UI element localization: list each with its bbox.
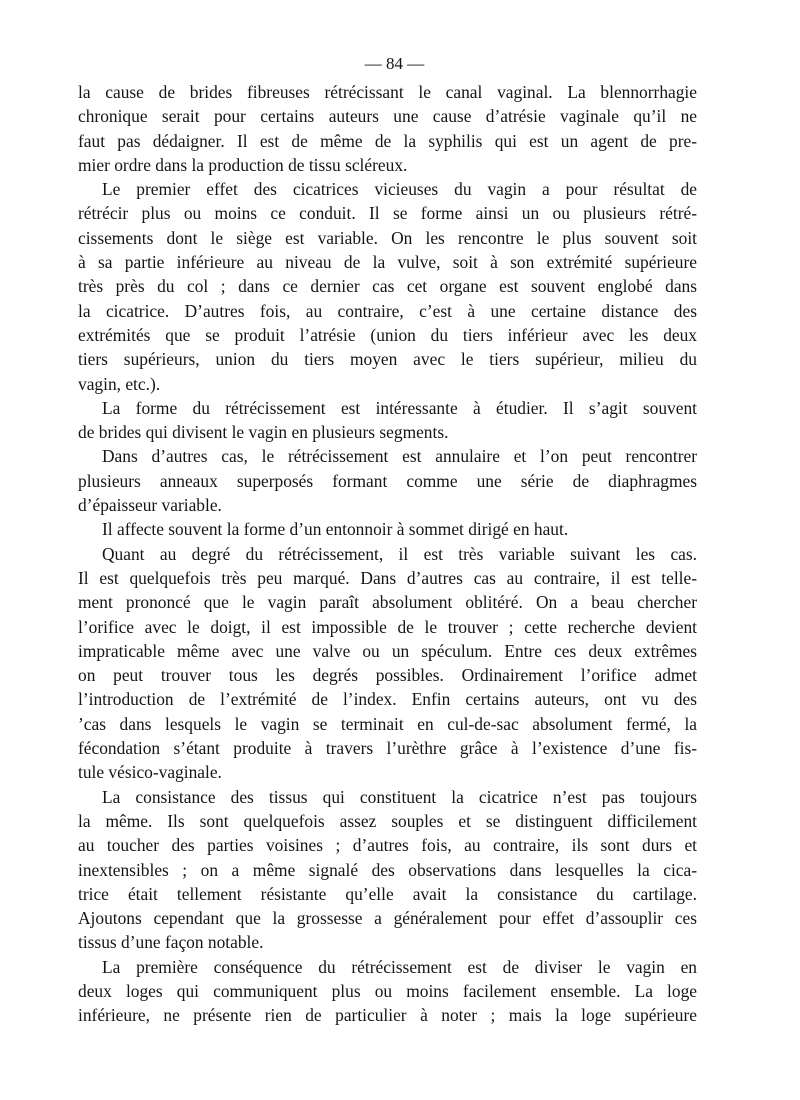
text-line: faut pas dédaigner. Il est de même de la syphilis qui est un agent de pre- (78, 130, 697, 151)
text-line: très près du col ; dans ce dernier cas cet organe est souvent englobé dans (78, 276, 697, 297)
text-line: mier ordre dans la production de tissu scléreux. (78, 154, 408, 175)
paragraph (78, 542, 697, 785)
text-line: Ajoutons cependant que la grossesse a généralement pour effet d’assouplir ces (78, 908, 697, 929)
paragraph (78, 444, 697, 517)
text-line: extrémités que se produit l’atrésie (union du tiers inférieur avec les deux (78, 324, 697, 345)
text-line: vagin, etc.). (78, 373, 161, 394)
paragraph (78, 396, 697, 445)
text-line: l’introduction de l’extrémité de l’index. Enfin certains auteurs, ont vu des (78, 689, 697, 710)
text-line: tissus d’une façon notable. (78, 932, 264, 953)
text-line: ment prononcé que le vagin paraît absolument oblitéré. On a beau chercher (78, 592, 697, 613)
text-line: tule vésico-vaginale. (78, 762, 222, 783)
paragraph (78, 785, 697, 955)
page-number: — 84 — (364, 54, 425, 73)
text-line: Dans d’autres cas, le rétrécissement est annulaire et l’on peut rencontrer (102, 446, 697, 467)
text-line: au toucher des parties voisines ; d’autres fois, au contraire, ils sont durs et (78, 835, 697, 856)
text-line: trice était tellement résistante qu’elle avait la consistance du cartilage. (78, 883, 697, 904)
paragraph (78, 517, 697, 541)
text-line: deux loges qui communiquent plus ou moins facilement ensemble. La loge (78, 980, 697, 1001)
paragraph (78, 80, 697, 177)
text-line: inextensibles ; on a même signalé des observations dans lesquelles la cica- (78, 859, 697, 880)
text-line: Quant au degré du rétrécissement, il est très variable suivant les cas. (102, 543, 697, 564)
text-line: la cicatrice. D’autres fois, au contraire, c’est à une certaine distance des (78, 300, 697, 321)
book-page (78, 52, 697, 1028)
text-line: d’épaisseur variable. (78, 495, 222, 516)
text-line: tiers supérieurs, union du tiers moyen avec le tiers supérieur, milieu du (78, 349, 697, 370)
text-line: fécondation s’étant produite à travers l’urèthre grâce à l’existence d’une fis- (78, 738, 697, 759)
paragraph (78, 177, 697, 396)
text-line: chronique serait pour certains auteurs une cause d’atrésie vaginale qu’il ne (78, 106, 697, 127)
text-line: cissements dont le siège est variable. On les rencontre le plus souvent soit (78, 227, 697, 248)
text-line: inférieure, ne présente rien de particulier à noter ; mais la loge supérieure (78, 1005, 697, 1026)
text-line: on peut trouver tous les degrés possibles. Ordinairement l’orifice admet (78, 665, 697, 686)
paragraph (78, 955, 697, 1028)
text-line: à sa partie inférieure au niveau de la vulve, soit à son extrémité supérieure (78, 252, 697, 273)
text-line: plusieurs anneaux superposés formant comme une série de diaphragmes (78, 470, 697, 491)
text-line: rétrécir plus ou moins ce conduit. Il se forme ainsi un ou plusieurs rétré- (78, 203, 697, 224)
text-line: La première conséquence du rétrécissement est de diviser le vagin en (102, 956, 697, 977)
text-line: La consistance des tissus qui constituent la cicatrice n’est pas toujours (102, 786, 697, 807)
body-text (78, 80, 697, 1028)
text-line: de brides qui divisent le vagin en plusieurs segments. (78, 422, 449, 443)
text-line: ’cas dans lesquels le vagin se terminait en cul-de-sac absolument fermé, la (78, 713, 697, 734)
text-line: Le premier effet des cicatrices vicieuses du vagin a pour résultat de (102, 179, 697, 200)
text-line: la même. Ils sont quelquefois assez souples et se distinguent difficilement (78, 810, 697, 831)
text-line: la cause de brides fibreuses rétrécissant le canal vaginal. La blennorrhagie (78, 82, 697, 102)
text-line: impraticable même avec une valve ou un spéculum. Entre ces deux extrêmes (78, 640, 697, 661)
text-line: Il est quelquefois très peu marqué. Dans d’autres cas au contraire, il est telle- (78, 567, 697, 588)
text-line: l’orifice avec le doigt, il est impossible de le trouver ; cette recherche devient (78, 616, 697, 637)
text-line: Il affecte souvent la forme d’un entonnoir à sommet dirigé en haut. (102, 519, 569, 540)
text-line: La forme du rétrécissement est intéressante à étudier. Il s’agit souvent (102, 397, 697, 418)
